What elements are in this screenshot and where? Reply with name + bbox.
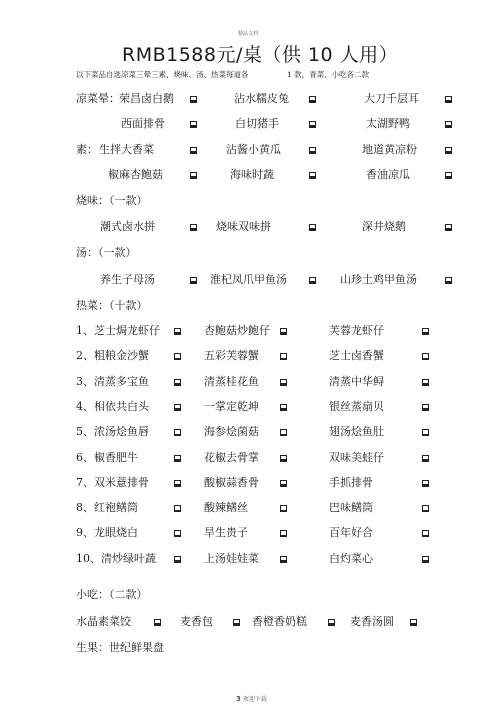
- dish-item: 双味美蛙仔: [329, 450, 384, 464]
- dish-item: 海味时蔬: [230, 168, 274, 181]
- dish-checkbox[interactable]: [174, 530, 181, 537]
- dish-item: 9、龙眼烧白: [76, 526, 138, 540]
- dish-item: 香油凉瓜: [366, 168, 410, 181]
- dish-checkbox[interactable]: [174, 328, 181, 335]
- dish-checkbox[interactable]: [422, 429, 429, 436]
- dish-checkbox[interactable]: [422, 379, 429, 386]
- dish-checkbox[interactable]: [174, 556, 181, 563]
- dish-item: 芝士卤香蟹: [329, 349, 384, 363]
- dish-checkbox[interactable]: [280, 328, 287, 335]
- dish-checkbox[interactable]: [233, 619, 240, 626]
- dish-item: 椒麻杏鲍菇: [108, 168, 163, 181]
- dish-checkbox[interactable]: [422, 455, 429, 462]
- dish-checkbox[interactable]: [309, 224, 316, 231]
- dish-item: 水晶素菜饺: [76, 615, 131, 628]
- dish-item: 5、浓汤烩鱼唇: [76, 425, 149, 439]
- dish-item: 杏鲍菇炒鲍仔: [204, 324, 270, 337]
- section-label-cold-meat: 凉菜晕：: [76, 92, 120, 105]
- dish-item: 白切猪手: [235, 117, 279, 130]
- dish-item: 沾水糯皮兔: [234, 92, 289, 105]
- section-label-soup: 汤：（一款）: [76, 246, 137, 259]
- section-label-snack: 小吃：（二款）: [76, 588, 148, 601]
- dish-checkbox[interactable]: [190, 96, 197, 103]
- page-title: RMB1588元/桌（供 10 人用）: [122, 44, 399, 66]
- dish-checkbox[interactable]: [309, 277, 316, 284]
- dish-item: 7、双米薏排骨: [76, 475, 149, 489]
- dish-checkbox[interactable]: [280, 455, 287, 462]
- dish-checkbox[interactable]: [422, 328, 429, 335]
- dish-checkbox[interactable]: [309, 172, 316, 179]
- dish-checkbox[interactable]: [280, 429, 287, 436]
- footer-text: 欢迎下载: [242, 696, 267, 703]
- dish-item: 地道黄凉粉: [362, 143, 417, 156]
- dish-item: 太湖野鸭: [366, 117, 410, 130]
- dish-item: 香橙香奶糕: [252, 615, 307, 628]
- dish-item: 西面排骨: [121, 117, 165, 130]
- dish-checkbox[interactable]: [280, 556, 287, 563]
- dish-checkbox[interactable]: [410, 619, 417, 626]
- dish-item: 百年好合: [329, 526, 373, 540]
- dish-checkbox[interactable]: [174, 455, 181, 462]
- dish-checkbox[interactable]: [445, 224, 452, 231]
- dish-item: 花椒去骨掌: [204, 450, 259, 464]
- dish-checkbox[interactable]: [445, 147, 452, 154]
- dish-item: 一掌定乾坤: [204, 399, 259, 413]
- dish-checkbox[interactable]: [445, 96, 452, 103]
- dish-checkbox[interactable]: [445, 121, 452, 128]
- dish-item: 五彩芙蓉蟹: [204, 349, 259, 363]
- dish-item: 白灼菜心: [329, 551, 373, 565]
- dish-checkbox[interactable]: [445, 277, 452, 284]
- dish-item: 8、红袍鳝筒: [76, 501, 138, 515]
- menu-note-count: 1 款，青菜、小吃各二款: [287, 70, 370, 79]
- dish-checkbox[interactable]: [422, 505, 429, 512]
- dish-checkbox[interactable]: [280, 530, 287, 537]
- dish-item: 翅汤烩鱼肚: [329, 425, 384, 439]
- dish-item: 海参烩菌菇: [204, 425, 259, 439]
- dish-item: 2、粗粮金沙蟹: [76, 349, 149, 363]
- dish-item: 手抓排骨: [329, 475, 373, 489]
- dish-checkbox[interactable]: [309, 96, 316, 103]
- dish-checkbox[interactable]: [190, 277, 197, 284]
- dish-checkbox[interactable]: [445, 172, 452, 179]
- dish-checkbox[interactable]: [422, 530, 429, 537]
- dish-checkbox[interactable]: [174, 379, 181, 386]
- dish-item: 淮杞凤爪甲鱼汤: [210, 273, 287, 286]
- dish-checkbox[interactable]: [174, 404, 181, 411]
- dish-item: 沾酱小黄瓜: [226, 143, 281, 156]
- dish-checkbox[interactable]: [280, 379, 287, 386]
- header-caption: 精品文档: [238, 31, 259, 37]
- dish-checkbox[interactable]: [422, 353, 429, 360]
- menu-note: 以下菜品自选凉菜三晕三素，烧味、汤、热菜每道各: [76, 70, 249, 79]
- dish-checkbox[interactable]: [422, 556, 429, 563]
- dish-checkbox[interactable]: [422, 480, 429, 487]
- dish-checkbox[interactable]: [190, 147, 197, 154]
- dish-item: 银丝蒸扇贝: [329, 399, 384, 413]
- dish-item: 10、清炒绿叶蔬: [76, 551, 156, 565]
- dish-checkbox[interactable]: [280, 505, 287, 512]
- dish-item: 潮式卤水拼: [100, 220, 155, 233]
- dish-item: 麦香包: [180, 615, 213, 628]
- dish-checkbox[interactable]: [190, 121, 197, 128]
- dish-item: 1、芝士焗龙虾仔: [76, 324, 160, 337]
- dish-checkbox[interactable]: [422, 404, 429, 411]
- section-label-roast: 烧味：（一款）: [76, 194, 148, 207]
- dish-checkbox[interactable]: [190, 172, 197, 179]
- dish-checkbox[interactable]: [280, 353, 287, 360]
- page-number: 3: [236, 695, 241, 703]
- dish-item: 6、椒香肥牛: [76, 450, 138, 464]
- dish-checkbox[interactable]: [174, 505, 181, 512]
- dish-item: 4、相依共白头: [76, 399, 149, 413]
- dish-item: 3、清蒸多宝鱼: [76, 374, 149, 388]
- dish-item: 烧味双味拼: [216, 220, 271, 233]
- dish-checkbox[interactable]: [174, 429, 181, 436]
- fruit-line: 生果：世纪鲜果盘: [76, 641, 164, 654]
- dish-item: 深井烧鹅: [362, 220, 406, 233]
- dish-checkbox[interactable]: [309, 147, 316, 154]
- dish-item: 上汤娃娃菜: [204, 551, 259, 565]
- dish-checkbox[interactable]: [174, 480, 181, 487]
- section-label-cold-veg: 素：: [76, 143, 98, 156]
- dish-item: 生拌大香菜: [99, 143, 154, 156]
- dish-checkbox[interactable]: [309, 121, 316, 128]
- dish-checkbox[interactable]: [280, 480, 287, 487]
- dish-checkbox[interactable]: [280, 404, 287, 411]
- dish-item: 麦香汤圆: [350, 615, 394, 628]
- dish-item: 旱生贵子: [204, 526, 248, 540]
- dish-checkbox[interactable]: [174, 353, 181, 360]
- dish-checkbox[interactable]: [328, 619, 335, 626]
- dish-item: 养生子母汤: [100, 273, 155, 286]
- dish-item: 荣昌卤白鹅: [119, 92, 174, 105]
- dish-item: 酸辣鳝丝: [204, 501, 248, 515]
- dish-item: 大刀千层耳: [364, 92, 419, 105]
- dish-checkbox[interactable]: [190, 224, 197, 231]
- page-footer: [236, 694, 267, 703]
- dish-item: 清蒸桂花鱼: [204, 374, 259, 388]
- dish-item: 酸椒蒜香骨: [204, 475, 259, 489]
- dish-checkbox[interactable]: [154, 619, 161, 626]
- dish-item: 山珍土鸡甲鱼汤: [340, 273, 417, 286]
- dish-item: 芙蓉龙虾仔: [329, 324, 384, 337]
- dish-item: 清蒸中华鲟: [329, 374, 384, 388]
- dish-item: 巴味鳝筒: [329, 501, 373, 515]
- section-label-hot: 热菜：（十款）: [76, 299, 148, 312]
